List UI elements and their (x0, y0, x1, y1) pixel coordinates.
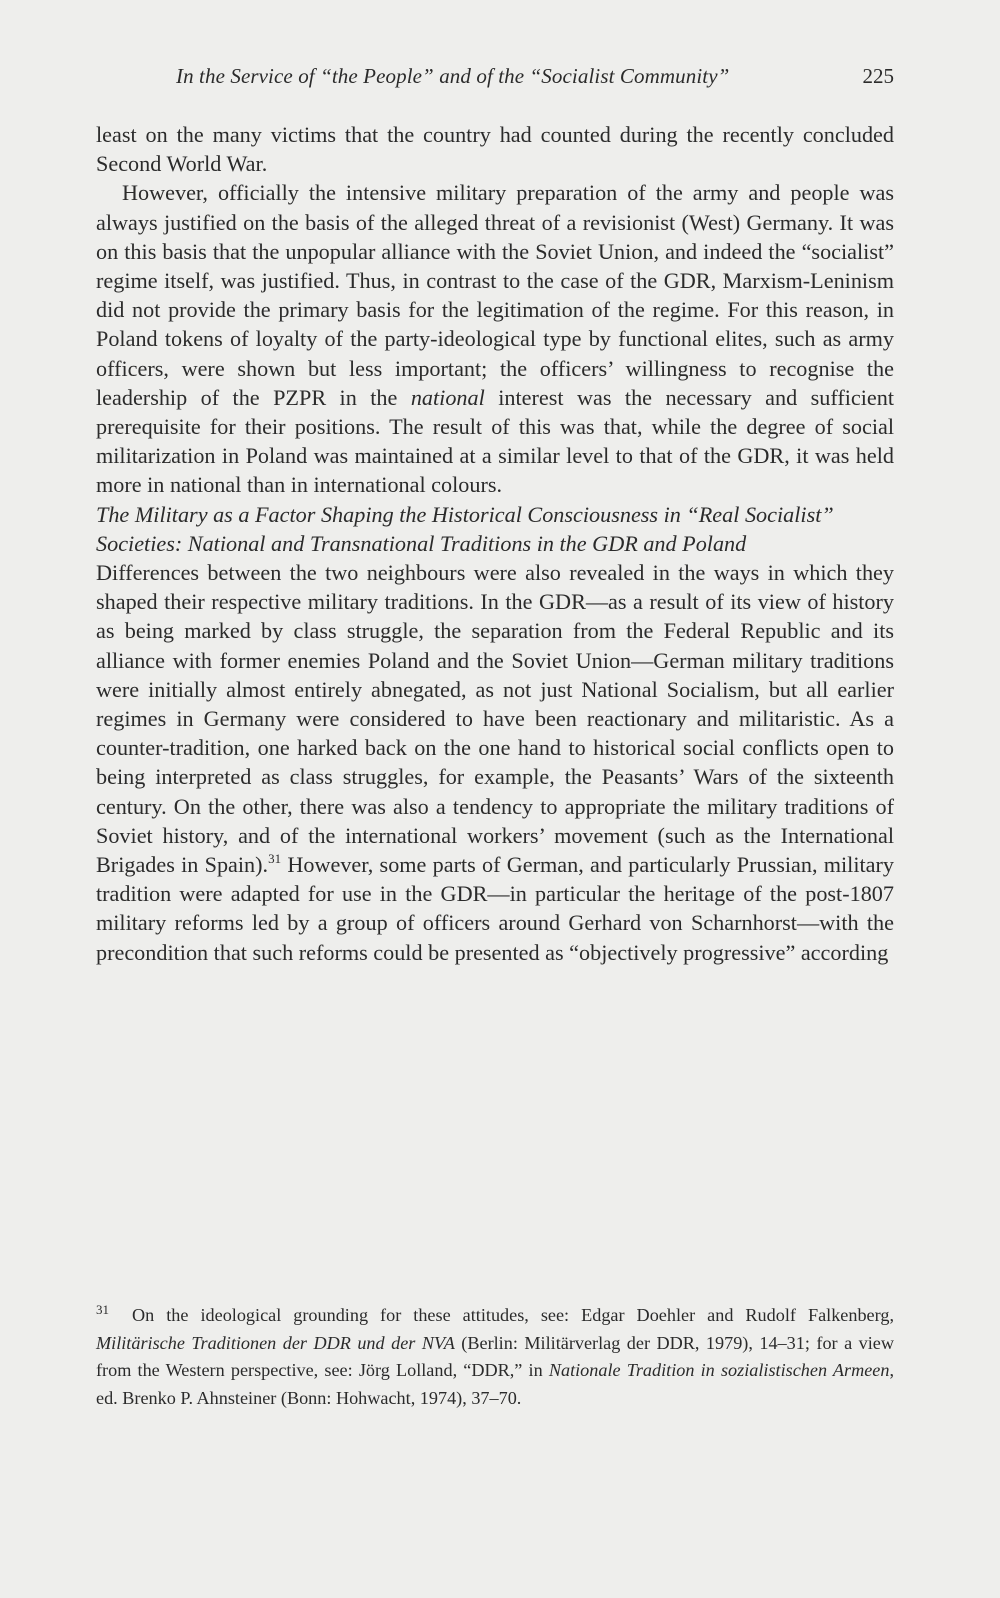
footnote: 31 On the ideological grounding for these attitudes, see: Edgar Doehler and Rudolf Falkenberg, Militärische Traditionen der DDR und der NVA (Berlin: Militärverlag der DDR, 1979), 14–31; for a view from the Western perspective, see: Jörg Lolland, “DDR,” in Nationale Tradition in sozialistischen Armeen, ed. Brenko P. Ahnsteiner (Bonn: Hohwacht, 1974), 37–70. (96, 1302, 894, 1408)
paragraph-text: interest was the necessary and sufficient prerequisite for their positions. The result of this was that, while the degree of social militarization in Poland was maintained at a similar level to that of the GDR, it was held more in national than in international colours. (96, 384, 894, 498)
paragraph-text: Differences between the two neighbours were also revealed in the ways in which they shaped their respective military traditions. In the GDR—as a result of its view of history as being marked by class struggle, the separation from the Federal Republic and its alliance with former enemies Poland and the Soviet Union—German military traditions were initially almost entirely abnegated, as not just National Socialism, but all earlier regimes in Germany were considered to have been reactionary and militaristic. As a counter-tradition, one harked back on the one hand to historical social conflicts open to being interpreted as class struggles, for example, the Peasants’ Wars of the sixteenth century. On the other, there was also a tendency to appropriate the military traditions of Soviet history, and of the international workers’ movement (such as the International Brigades in Spain). (96, 560, 894, 878)
footnote-text-part: (Berlin: Militärverlag der DDR, 1979), 14–31; for a view from the Western perspective, see: Jörg Lolland, “DDR,” in (96, 1332, 894, 1381)
footnote-reference[interactable]: 31 (268, 851, 282, 867)
footnote-text-part: , ed. Brenko P. Ahnsteiner (Bonn: Hohwacht, 1974), 37–70. (96, 1360, 894, 1408)
footnote-text (96, 1305, 894, 1408)
section-subheading: The Military as a Factor Shaping the Historical Consciousness in “Real Socialist” Societies: National and Transnational Traditions in the GDR and Poland (96, 501, 834, 556)
running-head-title: In the Service of “the People” and of the “Socialist Community” (176, 64, 730, 88)
body-text (96, 120, 894, 967)
emphasis: national (410, 384, 485, 410)
paragraph-text: However, some parts of German, and particularly Prussian, military tradition were adapted for use in the GDR—in particular the heritage of the post-1807 military reforms led by a group of officers around Gerhard von Scharnhorst—with the precondition that such reforms could be presented as “objectively progressive” according (96, 852, 894, 965)
running-head (96, 58, 894, 92)
paragraph-continued (96, 120, 894, 178)
cited-title: Militärische Traditionen der DDR und der NVA (96, 1332, 455, 1353)
paragraph-text: However, officially the intensive military preparation of the army and people was always justified on the basis of the alleged threat of a revisionist (West) Germany. It was on this basis that the unpopular alliance with the Soviet Union, and indeed the “socialist” regime itself, was justified. Thus, in contrast to the case of the GDR, Marxism-Leninism did not provide the primary basis for the legitimation of the regime. For this reason, in Poland tokens of loyalty of the party-ideological type by functional elites, such as army officers, were shown but less important; the officers’ willingness to recognise the leadership of the PZPR in the (96, 180, 894, 410)
footnote-text-part: On the ideological grounding for these attitudes, see: Edgar Doehler and Rudolf Falkenberg, (132, 1305, 894, 1325)
page-number: 225 (862, 64, 894, 88)
paragraph (96, 558, 894, 967)
paragraph-text: least on the many victims that the country had counted during the recently concluded Second World War. (96, 122, 894, 177)
paragraph (96, 178, 894, 499)
cited-title: Nationale Tradition in sozialistischen Armeen (548, 1360, 890, 1381)
